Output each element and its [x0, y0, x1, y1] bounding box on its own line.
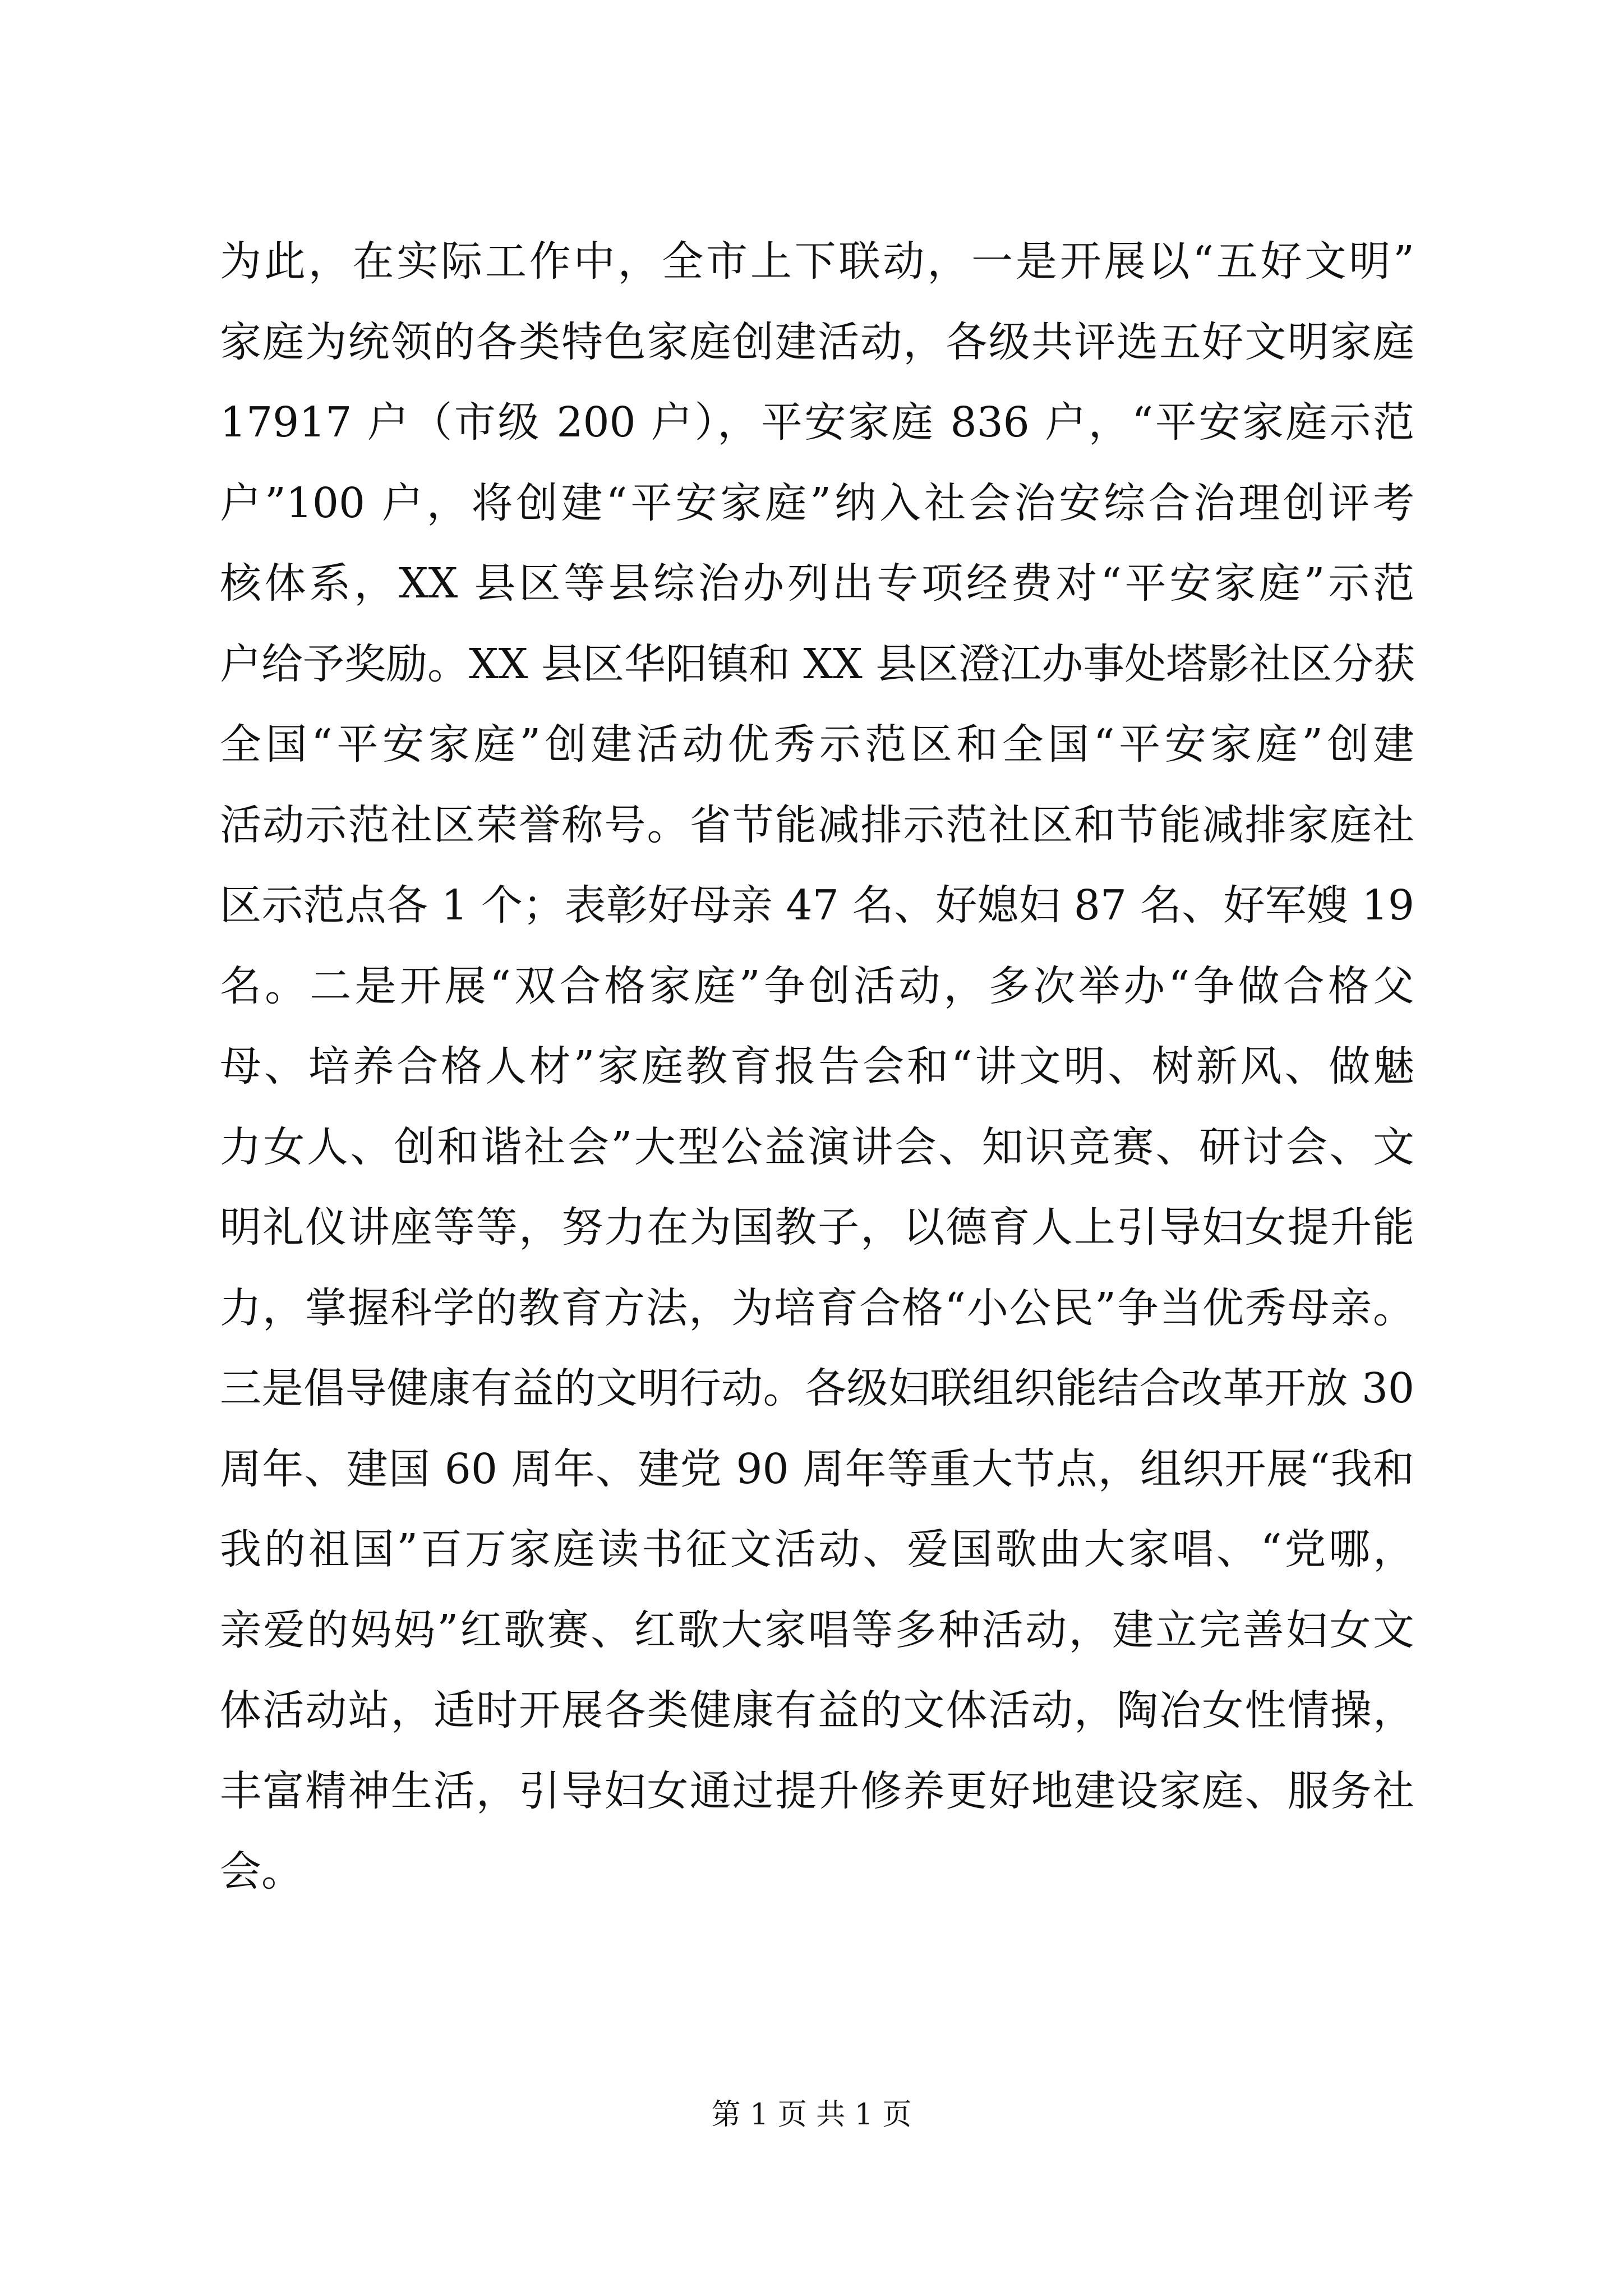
paragraph-line: 亲爱的妈妈”红歌赛、红歌大家唱等多种活动，建立完善妇女文 [220, 1605, 1414, 1654]
paragraph-line: 丰富精神生活，引导妇女通过提升修养更好地建设家庭、服务社 [220, 1766, 1414, 1815]
paragraph-line: 核体系，XX 县区等县综治办列出专项经费对“平安家庭”示范 [220, 559, 1414, 608]
paragraph-line: 户给予奖励。XX 县区华阳镇和 XX 县区澄江办事处塔影社区分获 [220, 639, 1415, 688]
paragraph-line: 周年、建国 60 周年、建党 90 周年等重大节点，组织开展“我和 [220, 1444, 1414, 1493]
paragraph-line: 力女人、创和谐社会”大型公益演讲会、知识竞赛、研讨会、文 [220, 1122, 1414, 1171]
paragraph-line: 体活动站，适时开展各类健康有益的文体活动，陶冶女性情操， [220, 1686, 1414, 1734]
paragraph-line: 户”100 户，将创建“平安家庭”纳入社会治安综合治理创评考 [220, 478, 1414, 527]
paragraph-line: 三是倡导健康有益的文明行动。各级妇联组织能结合改革开放 30 [220, 1364, 1414, 1412]
paragraph-line: 力，掌握科学的教育方法，为培育合格“小公民”争当优秀母亲。 [220, 1283, 1414, 1332]
paragraph-line: 母、培养合格人材”家庭教育报告会和“讲文明、树新风、做魅 [220, 1042, 1414, 1091]
paragraph-line: 家庭为统领的各类特色家庭创建活动，各级共评选五好文明家庭 [220, 318, 1414, 366]
paragraph-line: 我的祖国”百万家庭读书征文活动、爱国歌曲大家唱、“党哪， [220, 1525, 1414, 1573]
body-paragraph [220, 222, 1414, 1912]
paragraph-line: 明礼仪讲座等等，努力在为国教子，以德育人上引导妇女提升能 [220, 1203, 1414, 1251]
paragraph-line: 17917 户（市级 200 户），平安家庭 836 户，“平安家庭示范 [220, 398, 1414, 447]
paragraph-line: 区示范点各 1 个；表彰好母亲 47 名、好媳妇 87 名、好军嫂 19 [220, 881, 1414, 930]
paragraph-line: 活动示范社区荣誉称号。省节能减排示范社区和节能减排家庭社 [220, 800, 1414, 849]
paragraph-line: 全国“平安家庭”创建活动优秀示范区和全国“平安家庭”创建 [220, 720, 1414, 769]
page-number-footer: 第 1 页 共 1 页 [711, 2098, 912, 2132]
paragraph-line: 名。二是开展“双合格家庭”争创活动，多次举办“争做合格父 [220, 961, 1414, 1010]
paragraph-line: 为此，在实际工作中，全市上下联动，一是开展以“五好文明” [220, 237, 1414, 286]
paragraph-line: 会。 [220, 1847, 303, 1895]
